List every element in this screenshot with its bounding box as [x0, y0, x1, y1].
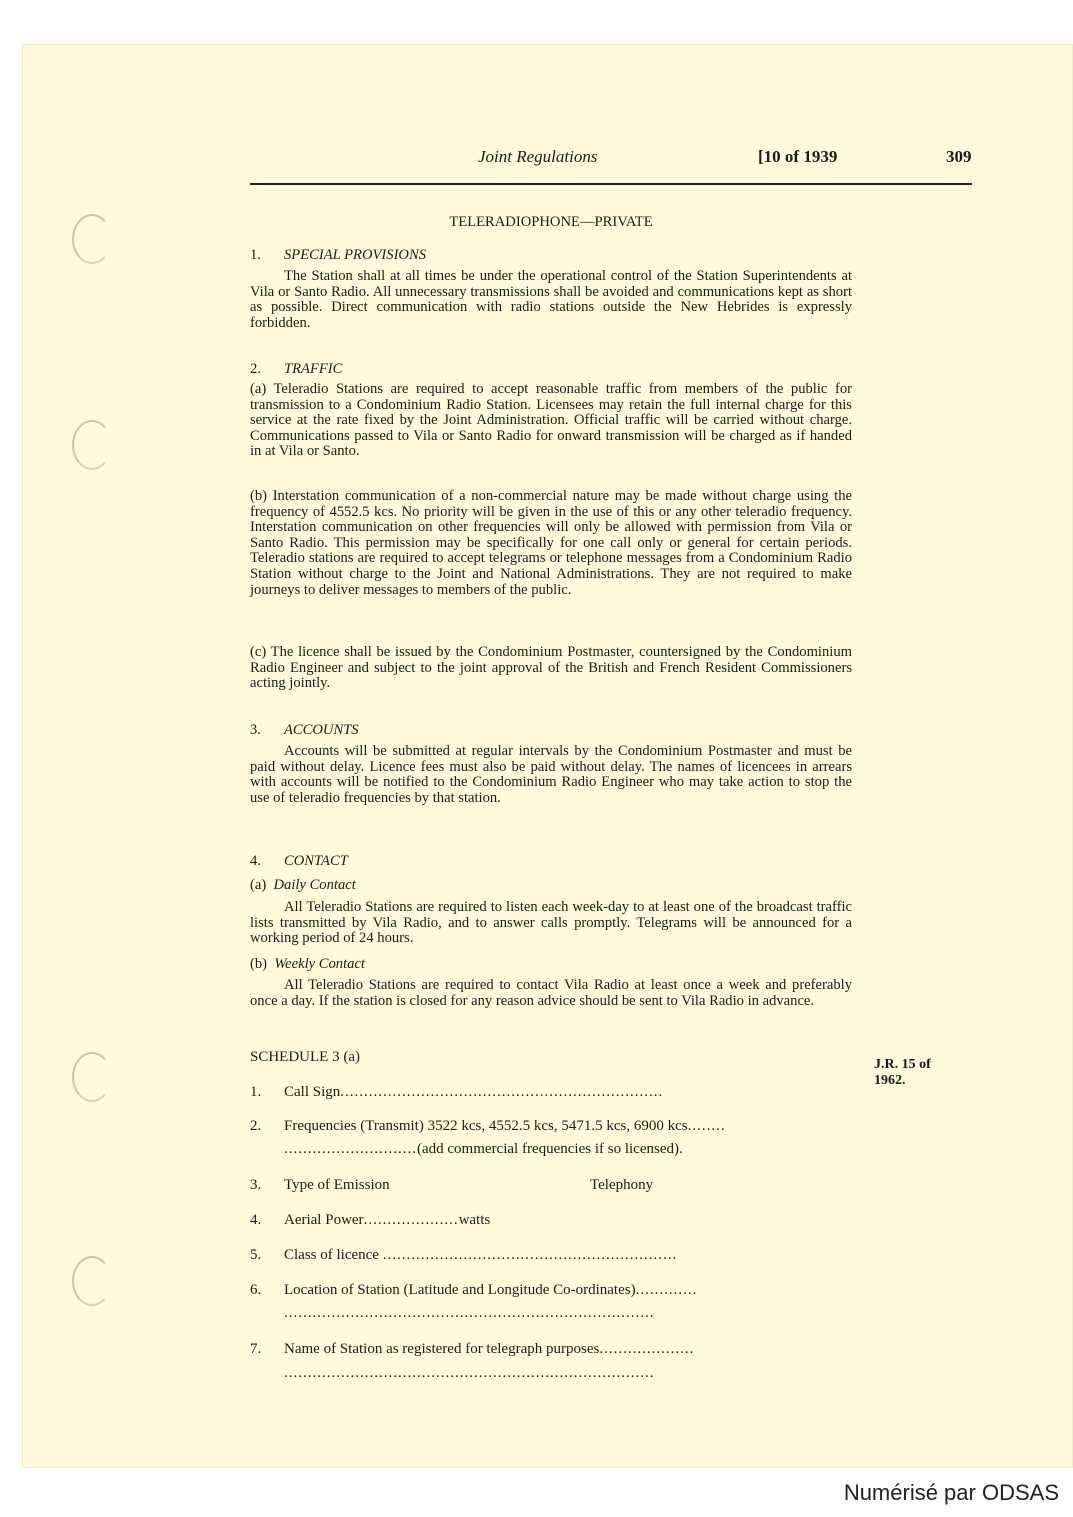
subsection-label: (b): [250, 956, 268, 972]
item-number: 1.: [250, 1084, 262, 1100]
punch-hole: [72, 1256, 112, 1306]
punch-hole: [72, 420, 112, 470]
item-label: Location of Station (Latitude and Longitude Co-ordinates): [284, 1282, 636, 1298]
section-4a-text: All Teleradio Stations are required to listen each week-day to at least one of the broadcast traffic lists transmitted by Vila Radio, and to answer calls promptly. Telegrams will be announced for a working period of 24 hours.: [250, 899, 852, 947]
section-4a-heading: [250, 877, 356, 894]
item-number: 3.: [250, 1177, 262, 1193]
fill-dots: ....................: [363, 1212, 459, 1228]
item-label: Aerial Power: [284, 1212, 364, 1228]
schedule-item-continuation: [284, 1305, 852, 1322]
section-1-text: The Station shall at all times be under the operational control of the Station Superintendents at Vila or Santo Radio. All unnecessary transmissions shall be avoided and communications kept as short as possible. Direct communication with radio stations outside the New Hebrides is expressly forbidden.: [250, 268, 852, 331]
item-note: (add commercial frequencies if so licensed).: [417, 1141, 683, 1157]
document-heading: TELERADIOPHONE—PRIVATE: [449, 214, 653, 230]
schedule-item: [250, 1118, 852, 1135]
fill-dots: .............: [635, 1282, 698, 1298]
section-number: 2.: [250, 361, 261, 377]
subsection-label: (a): [250, 877, 267, 893]
section-4b-heading: [250, 956, 365, 973]
page-number: 309: [946, 147, 972, 166]
section-3-heading: [250, 722, 359, 739]
item-label: Call Sign: [284, 1084, 341, 1100]
schedule-item: [250, 1341, 852, 1358]
fill-dots: ....................: [599, 1341, 695, 1357]
subsection-title: Weekly Contact: [274, 956, 365, 972]
section-1-heading: [250, 247, 426, 264]
subsection-title: Daily Contact: [273, 877, 356, 893]
schedule-item-continuation: [284, 1141, 852, 1158]
section-4-heading: [250, 853, 348, 870]
fill-dots: ............................: [284, 1141, 417, 1157]
margin-note: J.R. 15 of 1962.: [874, 1057, 931, 1088]
schedule-item: [250, 1247, 852, 1264]
item-unit: watts: [458, 1212, 491, 1228]
item-number: 6.: [250, 1282, 262, 1298]
section-2a-text: (a) Teleradio Stations are required to accept reasonable traffic from members of the public for transmission to a Condominium Radio Station. Licensees may retain the full internal charge for this service at the rate fixed by the Joint Administration. Official traffic will be carried without charge. Communications passed to Vila or Santo Radio for onward transmission will be charged as if handed in at Vila or Santo.: [250, 381, 852, 460]
schedule-item: [250, 1282, 852, 1299]
fill-dots: ..............................................................: [382, 1247, 678, 1263]
fill-dots: ..............................................................................: [284, 1305, 655, 1321]
item-number: 4.: [250, 1212, 262, 1228]
schedule-item: [250, 1084, 852, 1101]
section-title: SPECIAL PROVISIONS: [284, 247, 427, 263]
section-2c-text: (c) The licence shall be issued by the Condominium Postmaster, countersigned by the Condominium Radio Engineer and subject to the joint approval of the British and French Resident Commissioners acting jointly.: [250, 644, 852, 692]
section-2b-text: (b) Interstation communication of a non-commercial nature may be made without charge using the frequency of 4552.5 kcs. No priority will be given in the use of this or any other teleradio frequency. Interstation communication on other frequencies will only be allowed with permission from Vila or Santo Radio. This permission may be specifically for one call only or general for certain periods. Teleradio stations are required to accept telegrams or telephone messages from a Condominium Radio Station without charge to the Joint and National Administrations. They are not required to make journeys to deliver messages to members of the public.: [250, 488, 852, 598]
running-title: Joint Regulations: [478, 147, 598, 166]
item-number: 5.: [250, 1247, 262, 1263]
punch-hole: [72, 1052, 112, 1102]
item-label: Name of Station as registered for telegraph purposes: [284, 1341, 600, 1357]
fill-dots: ........: [687, 1118, 726, 1134]
punch-hole: [72, 214, 112, 264]
section-title: ACCOUNTS: [284, 722, 359, 738]
section-number: 1.: [250, 247, 261, 263]
item-number: 7.: [250, 1341, 262, 1357]
section-title: TRAFFIC: [284, 361, 343, 377]
schedule-item: [250, 1212, 852, 1229]
item-label: Type of Emission: [284, 1177, 390, 1193]
schedule-item-value: Telephony: [590, 1177, 654, 1193]
item-label: Class of licence: [284, 1247, 379, 1263]
scan-credit: Numérisé par ODSAS: [843, 1480, 1059, 1505]
section-number: 3.: [250, 722, 261, 738]
law-reference: [10 of 1939: [758, 147, 838, 166]
section-number: 4.: [250, 853, 261, 869]
fill-dots: ..............................................................................: [284, 1365, 655, 1381]
header-rule: [250, 183, 972, 185]
section-4b-text: All Teleradio Stations are required to contact Vila Radio at least once a week and preferably once a day. If the station is closed for any reason advice should be sent to Vila Radio in advance.: [250, 977, 852, 1009]
schedule-item-continuation: [284, 1365, 852, 1382]
item-label: Frequencies (Transmit) 3522 kcs, 4552.5 kcs, 5471.5 kcs, 6900 kcs: [284, 1118, 688, 1134]
section-2-heading: [250, 361, 342, 378]
fill-dots: ....................................................................: [340, 1084, 664, 1100]
item-number: 2.: [250, 1118, 262, 1134]
section-3-text: Accounts will be submitted at regular intervals by the Condominium Postmaster and must be paid without delay. Licence fees must also be paid without delay. The names of licencees in arrears with accounts will be notified to the Condominium Radio Engineer who may take action to stop the use of teleradio frequencies by that station.: [250, 743, 852, 806]
schedule-heading: SCHEDULE 3 (a): [250, 1049, 360, 1065]
section-title: CONTACT: [284, 853, 348, 869]
